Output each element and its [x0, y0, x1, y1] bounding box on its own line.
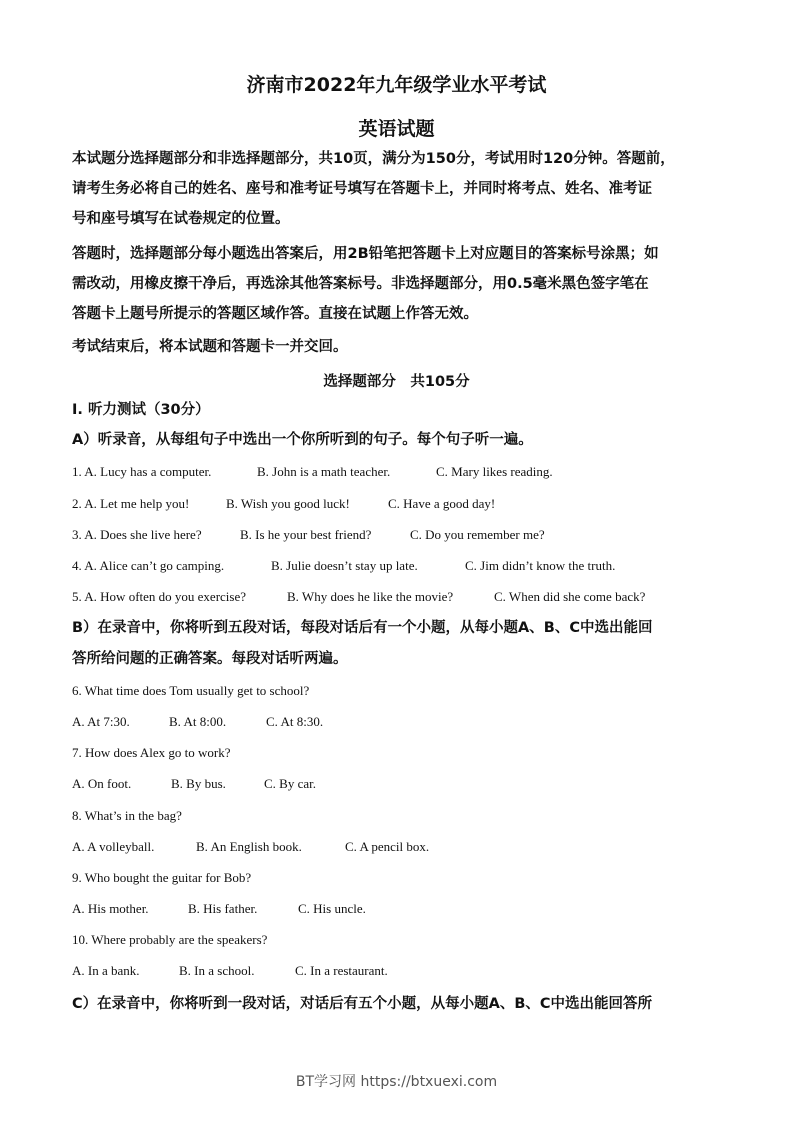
option-a: A. On foot.	[72, 776, 132, 791]
instruction-line: 考试结束后，将本试题和答题卡一并交回。	[72, 339, 348, 355]
option-c: C. When did she come back?	[494, 589, 646, 604]
option-a: 5. A. How often do you exercise?	[72, 589, 247, 604]
option-b: B. In a school.	[179, 963, 255, 978]
list-item	[72, 776, 316, 792]
list-item	[72, 714, 323, 730]
list-item	[72, 589, 645, 605]
list-item	[72, 558, 615, 574]
option-b: B. Is he your best friend?	[240, 527, 372, 542]
option-c: C. In a restaurant.	[295, 963, 388, 978]
option-c: C. Mary likes reading.	[436, 464, 553, 479]
option-c: C. His uncle.	[298, 901, 366, 916]
option-a: 1. A. Lucy has a computer.	[72, 464, 212, 479]
list-item	[72, 496, 495, 512]
partB-title: 答所给问题的正确答案。每段对话听两遍。	[72, 651, 348, 667]
option-b: B. His father.	[188, 901, 258, 916]
option-c: C. At 8:30.	[266, 714, 324, 729]
question-text: 10. Where probably are the speakers?	[72, 932, 268, 947]
option-a: A. A volleyball.	[72, 839, 155, 854]
part1-title: Ⅰ. 听力测试（30分）	[72, 402, 210, 418]
exam-title: 济南市2022年九年级学业水平考试	[246, 74, 547, 96]
option-a: 4. A. Alice can’t go camping.	[72, 558, 225, 573]
option-b: B. By bus.	[171, 776, 226, 791]
question-text: 7. How does Alex go to work?	[72, 745, 231, 760]
option-b: B. Wish you good luck!	[226, 496, 350, 511]
option-c: C. Do you remember me?	[410, 527, 545, 542]
option-c: C. Jim didn’t know the truth.	[465, 558, 616, 573]
list-item	[72, 527, 545, 543]
option-a: A. In a bank.	[72, 963, 140, 978]
option-a: A. His mother.	[72, 901, 149, 916]
option-c: C. By car.	[264, 776, 316, 791]
list-item	[72, 464, 553, 480]
exam-subtitle: 英语试题	[358, 118, 435, 140]
option-b: B. Why does he like the movie?	[287, 589, 454, 604]
partA-title: A）听录音，从每组句子中选出一个你所听到的句子。每个句子听一遍。	[72, 432, 533, 448]
instruction-line: 号和座号填写在试卷规定的位置。	[72, 211, 290, 227]
section-title: 选择题部分 共105分	[323, 374, 470, 390]
option-c: C. Have a good day!	[388, 496, 496, 511]
option-b: B. John is a math teacher.	[257, 464, 391, 479]
instruction-line: 需改动，用橡皮擦干净后，再选涂其他答案标号。非选择题部分，用0.5毫米黑色签字笔在	[72, 276, 649, 292]
question-text: 9. Who bought the guitar for Bob?	[72, 870, 252, 885]
option-c: C. A pencil box.	[345, 839, 430, 854]
footer-watermark: BT学习网 https://btxuexi.com	[295, 1074, 498, 1090]
list-item	[72, 963, 388, 979]
partB-title: B）在录音中，你将听到五段对话，每段对话后有一个小题，从每小题A、B、C中选出能回	[72, 620, 653, 636]
list-item	[72, 901, 366, 917]
option-a: 2. A. Let me help you!	[72, 496, 190, 511]
instruction-line: 答题时，选择题部分每小题选出答案后，用2B铅笔把答题卡上对应题目的答案标号涂黑；如	[72, 246, 659, 262]
instruction-line: 本试题分选择题部分和非选择题部分，共10页，满分为150分，考试用时120分钟。答题前，	[72, 151, 675, 167]
option-b: B. Julie doesn’t stay up late.	[271, 558, 418, 573]
partC-title: C）在录音中，你将听到一段对话，对话后有五个小题，从每小题A、B、C中选出能回答所	[72, 996, 653, 1012]
list-item	[72, 839, 429, 855]
option-b: B. An English book.	[196, 839, 302, 854]
instruction-line: 答题卡上题号所提示的答题区域作答。直接在试题上作答无效。	[72, 306, 478, 322]
question-text: 8. What’s in the bag?	[72, 808, 182, 823]
instruction-line: 请考生务必将自己的姓名、座号和准考证号填写在答题卡上，并同时将考点、姓名、准考证	[72, 181, 652, 197]
option-a: A. At 7:30.	[72, 714, 130, 729]
option-b: B. At 8:00.	[169, 714, 227, 729]
question-text: 6. What time does Tom usually get to school?	[72, 683, 310, 698]
option-a: 3. A. Does she live here?	[72, 527, 202, 542]
